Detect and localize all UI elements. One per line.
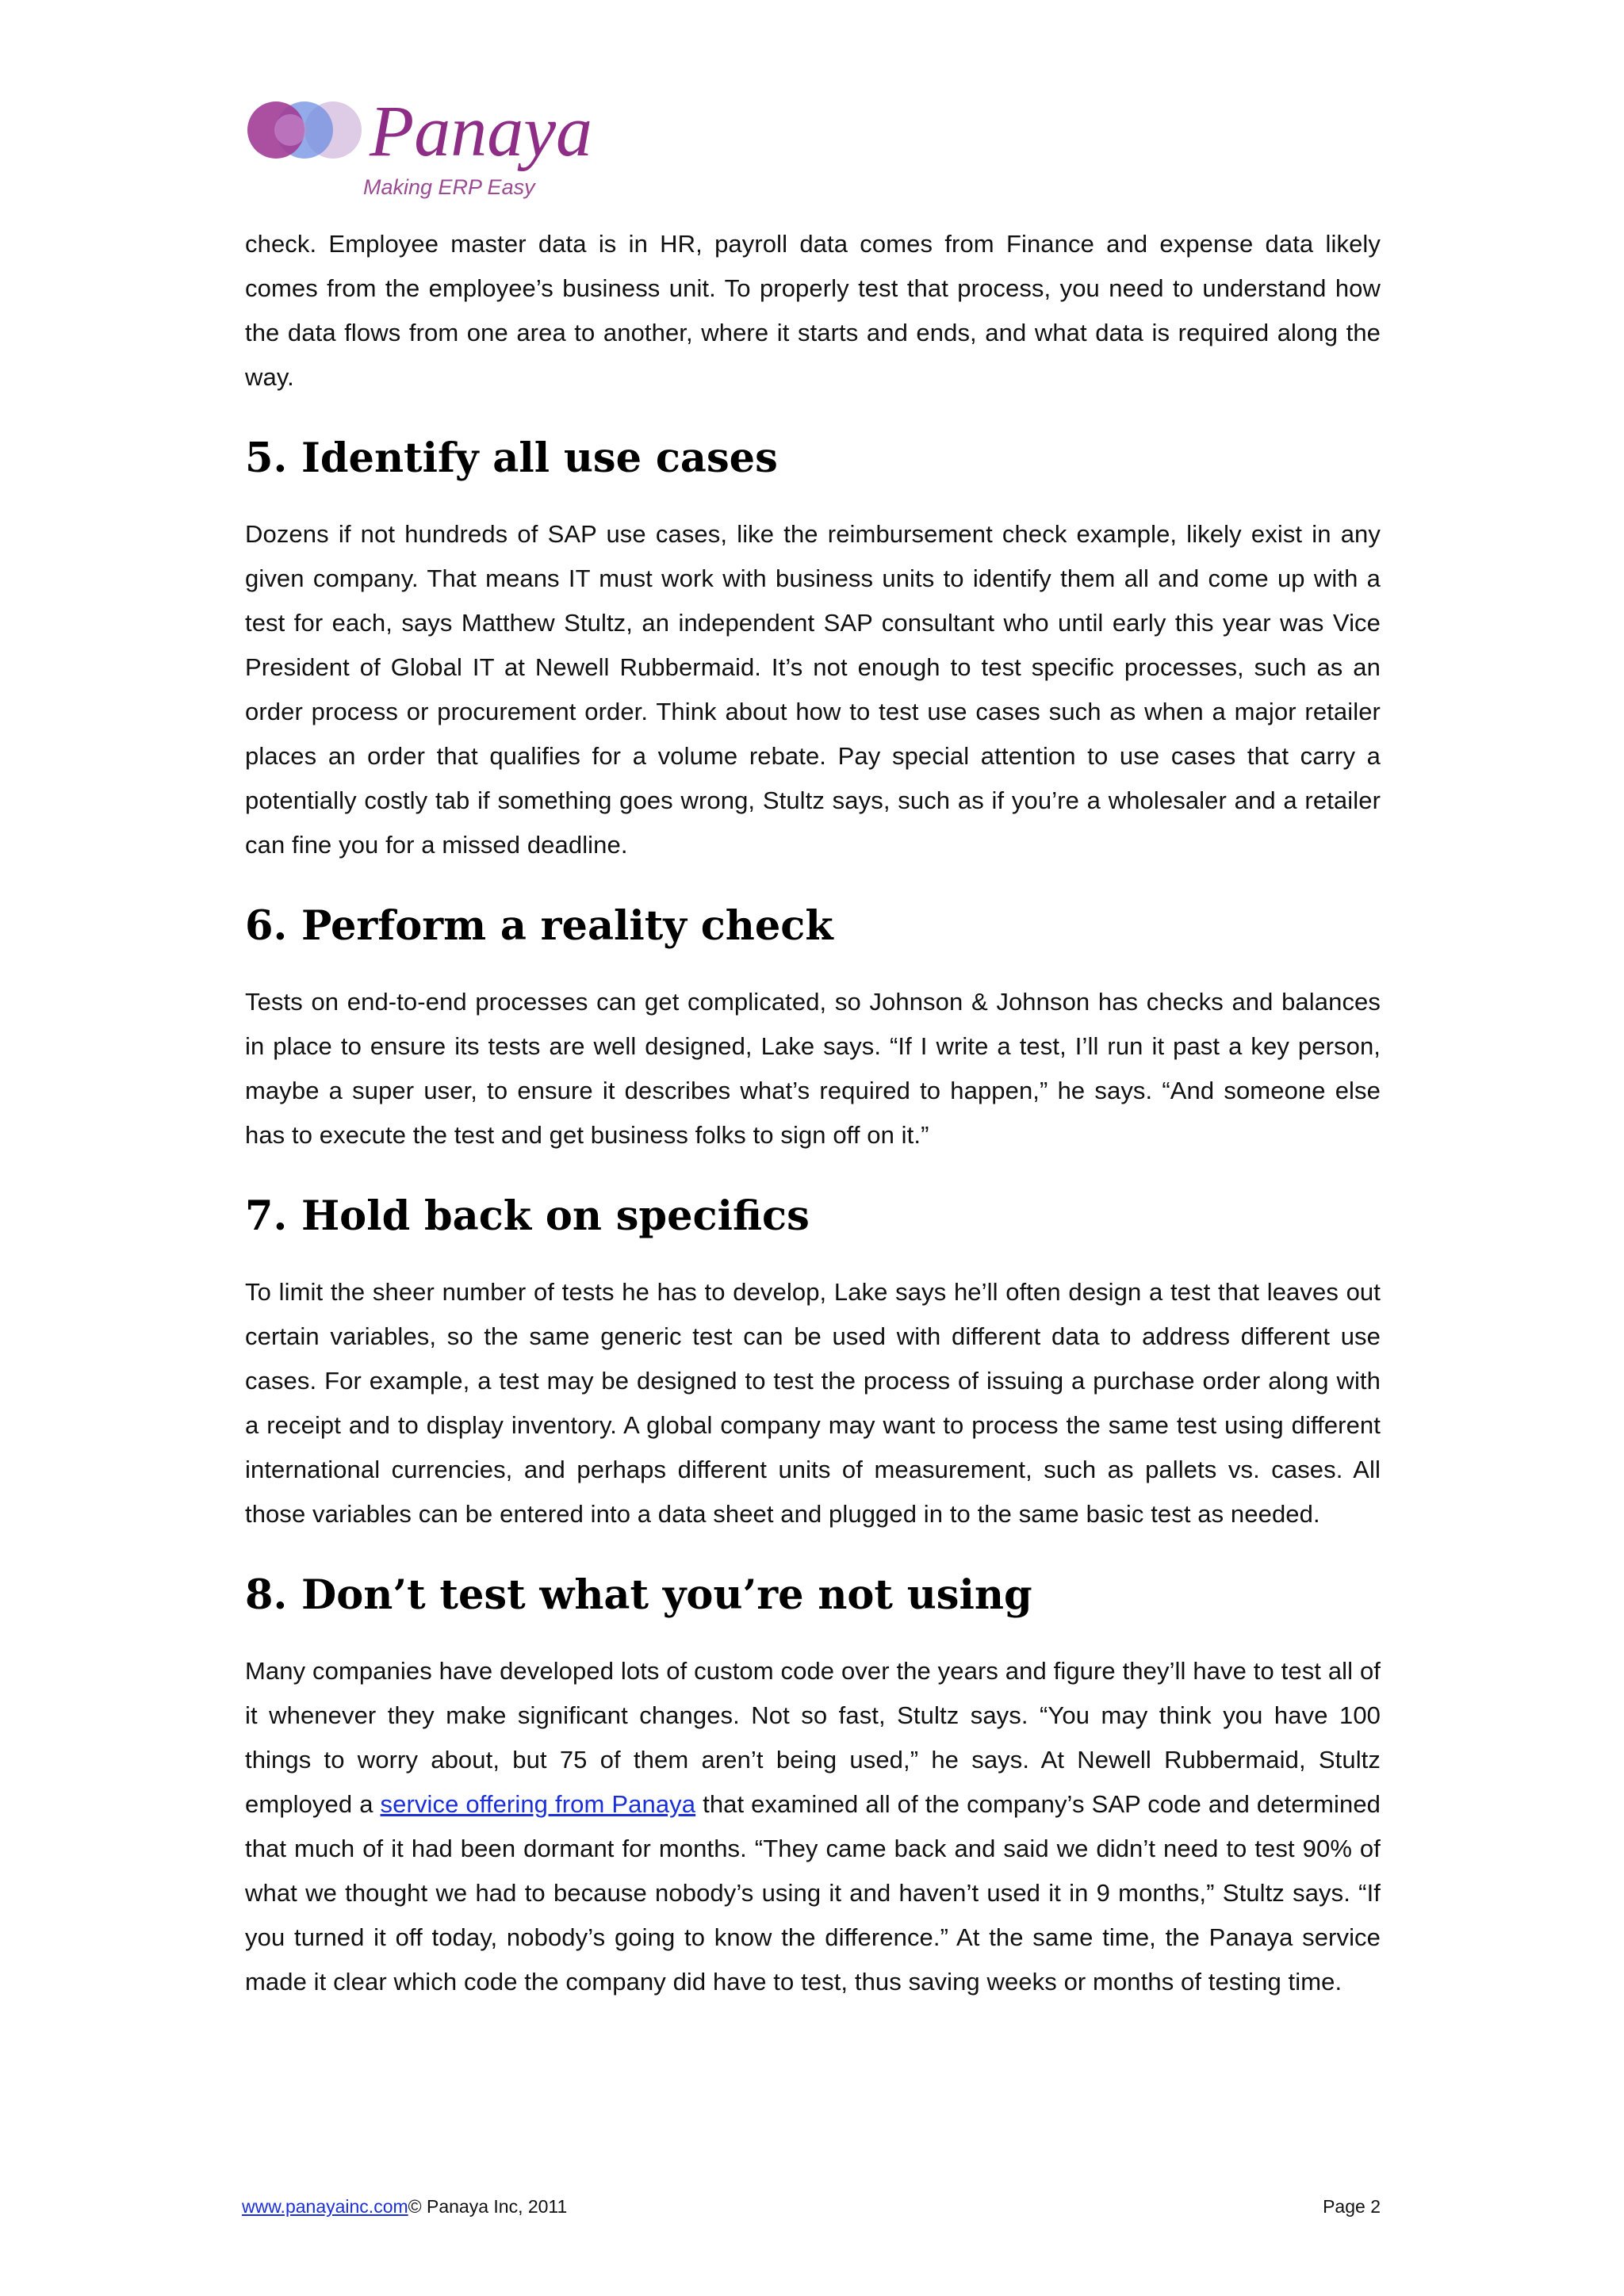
- section-body-hold-back: To limit the sheer number of tests he has to develop, Lake says he’ll often design a test that leaves out certain variables, so the same generic test can be used with different data to address different use cases. For example, a test may be designed to test the process of issuing a purchase order along with a receipt and to display inventory. A global company may want to process the same test using different international currencies, and perhaps different units of measurement, such as pallets vs. cases. All those variables can be entered into a data sheet and plugged in to the same basic test as needed.: [245, 1278, 1381, 1528]
- panaya-logo: [244, 95, 619, 202]
- section-body-use-cases: Dozens if not hundreds of SAP use cases, like the reimbursement check example, likely exist in any given company. That means IT must work with business units to identify them all and come up with a test for each, says Matthew Stultz, an independent SAP consultant who until early this year was Vice President of Global IT at Newell Rubbermaid. It’s not enough to test specific processes, such as an order process or procurement order. Think about how to test use cases such as when a major retailer places an order that qualifies for a volume rebate. Pay special attention to use cases that carry a potentially costly tab if something goes wrong, Stultz says, such as if you’re a wholesaler and a retailer can fine you for a missed deadline.: [245, 520, 1381, 859]
- section-heading-use-cases: 5. Identify all use cases: [245, 434, 778, 482]
- intro-paragraph: check. Employee master data is in HR, payroll data comes from Finance and expense data likely comes from the employee’s business unit. To properly test that process, you need to understand how the data flows from one area to another, where it starts and ends, and what data is required along the way.: [245, 230, 1381, 391]
- document-body: [245, 222, 1381, 2004]
- footer-site-link[interactable]: www.panayainc.com: [242, 2196, 408, 2217]
- body-text-after-link: that examined all of the company’s SAP code and determined that much of it had been dormant for months. “They came back and said we didn’t need to test 90% of what we thought we had to because nobody’s using it and haven’t used it in 9 months,” Stultz says. “If you turned it off today, nobody’s going to know the difference.” At the same time, the Panaya service made it clear which code the company did have to test, thus saving weeks or months of testing time.: [245, 1790, 1381, 1996]
- body-text-before-link: Many companies have developed lots of custom code over the years and figure they’ll have to test all of it whenever they make significant changes. Not so fast, Stultz says. “You may think you have 100 things to worry about, but 75 of them aren’t being used,” he says. At Newell Rubbermaid, Stultz employed a: [245, 1657, 1381, 1818]
- section-heading-reality-check: 6. Perform a reality check: [245, 902, 833, 950]
- logo-brand-name: Panaya: [370, 95, 593, 171]
- section-body-dont-test: [245, 1649, 1381, 2004]
- panaya-service-link[interactable]: service offering from Panaya: [380, 1790, 696, 1818]
- page-number: Page 2: [1323, 2196, 1381, 2217]
- section-body-reality-check: Tests on end-to-end processes can get complicated, so Johnson & Johnson has checks and balances in place to ensure its tests are well designed, Lake says. “If I write a test, I’ll run it past a key person, maybe a super user, to ensure it describes what’s required to happen,” he says. “And someone else has to execute the test and get business folks to sign off on it.”: [245, 988, 1381, 1149]
- footer-copyright: © Panaya Inc, 2011: [408, 2196, 568, 2217]
- logo-tagline: Making ERP Easy: [363, 175, 535, 199]
- section-heading-dont-test: 8. Don’t test what you’re not using: [245, 1571, 1032, 1619]
- page-footer: [242, 2195, 1381, 2218]
- section-heading-hold-back: 7. Hold back on specifics: [245, 1192, 810, 1240]
- logo-circle-overlap: [274, 114, 306, 146]
